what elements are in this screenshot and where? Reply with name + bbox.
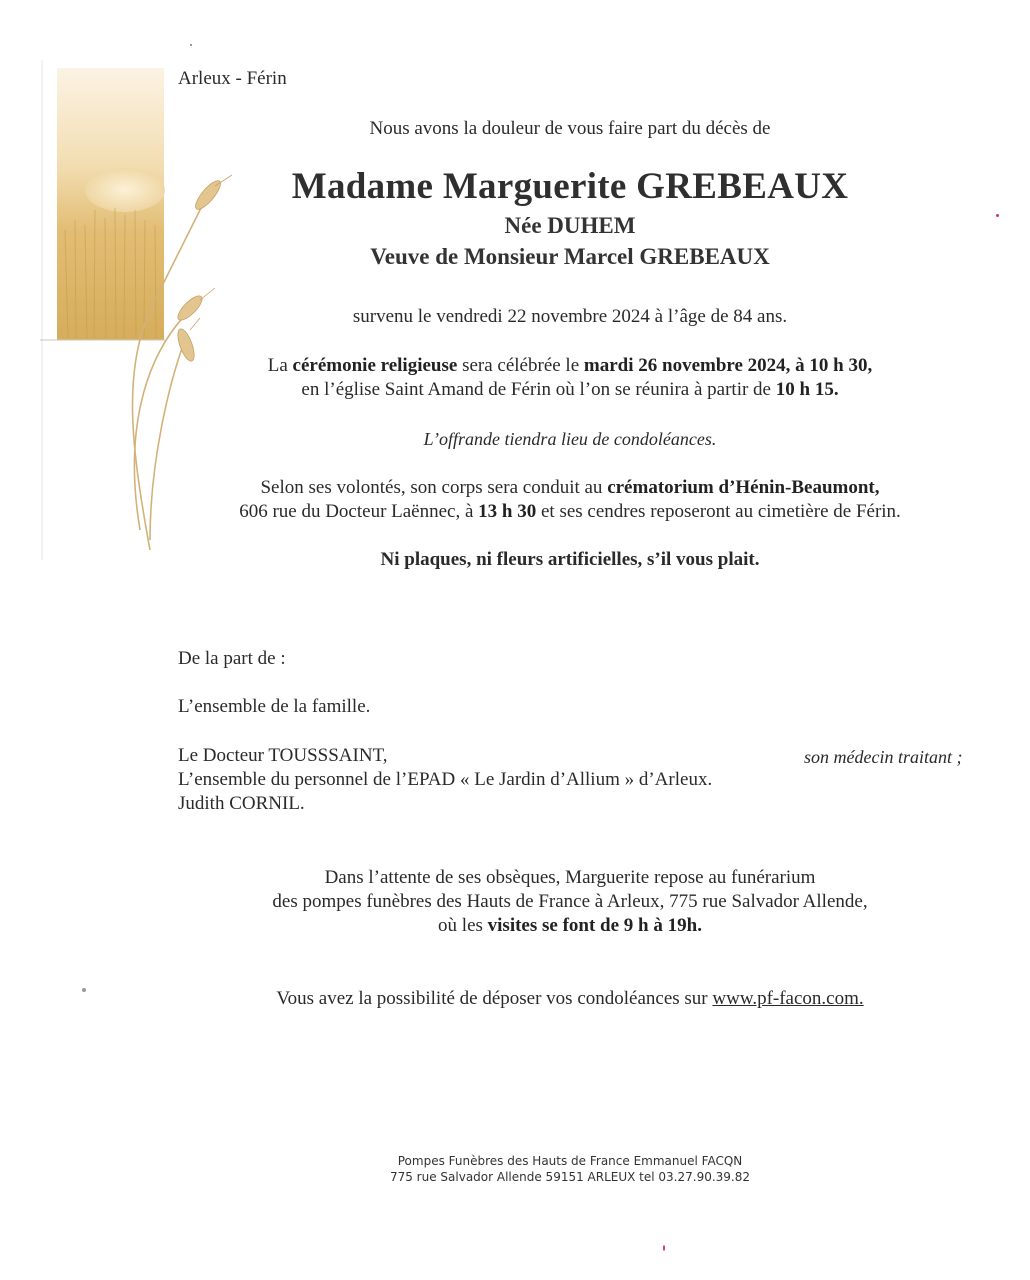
viewing-line-2: des pompes funèbres des Hauts de France à Arleux, 775 rue Salvador Allende,	[272, 891, 868, 912]
viewing-line-3: où les visites se font de 9 h à 19h.	[438, 915, 702, 936]
from-family: L’ensemble de la famille.	[178, 696, 371, 717]
ceremony-line-2: en l’église Saint Amand de Férin où l’on se réunira à partir de 10 h 15.	[301, 379, 839, 400]
scan-speck	[663, 1245, 665, 1251]
condolences-line: Vous avez la possibilité de déposer vos condoléances sur www.pf-facon.com.	[276, 988, 864, 1009]
scan-speck	[190, 44, 192, 46]
scan-speck	[82, 988, 86, 992]
deceased-name: Madame Marguerite GREBEAUX	[291, 166, 849, 207]
from-epad: L’ensemble du personnel de l’EPAD « Le Jardin d’Allium » d’Arleux.	[178, 769, 713, 790]
widow-of: Veuve de Monsieur Marcel GREBEAUX	[370, 244, 770, 269]
footer-company: Pompes Funèbres des Hauts de France Emmanuel FACQN	[397, 1154, 743, 1168]
cremation-line-1: Selon ses volontés, son corps sera conduit au crématorium d’Hénin-Beaumont,	[260, 477, 880, 498]
maiden-name: Née DUHEM	[504, 213, 636, 238]
from-label: De la part de :	[178, 648, 286, 669]
offering-note: L’offrande tiendra lieu de condoléances.	[423, 429, 717, 449]
ceremony-line-1: La cérémonie religieuse sera célébrée le mardi 26 novembre 2024, à 10 h 30,	[267, 355, 873, 376]
from-doctor: Le Docteur TOUSSSAINT,	[178, 745, 388, 766]
announcement-intro: Nous avons la douleur de vous faire part du décès de	[369, 118, 771, 139]
footer-address: 775 rue Salvador Allende 59151 ARLEUX tel 03.27.90.39.82	[389, 1170, 751, 1184]
death-date: survenu le vendredi 22 novembre 2024 à l’âge de 84 ans.	[352, 306, 788, 327]
place-heading: Arleux - Férin	[178, 68, 287, 89]
condolences-link[interactable]: www.pf-facon.com.	[712, 988, 864, 1009]
cremation-line-2: 606 rue du Docteur Laënnec, à 13 h 30 et ses cendres reposeront au cimetière de Férin.	[239, 501, 901, 522]
from-other: Judith CORNIL.	[178, 793, 305, 814]
scan-speck	[996, 214, 999, 217]
viewing-line-1: Dans l’attente de ses obsèques, Marguerite repose au funérarium	[324, 867, 816, 888]
no-flowers-note: Ni plaques, ni fleurs artificielles, s’il vous plait.	[380, 549, 760, 570]
doctor-role: son médecin traitant ;	[804, 747, 963, 767]
